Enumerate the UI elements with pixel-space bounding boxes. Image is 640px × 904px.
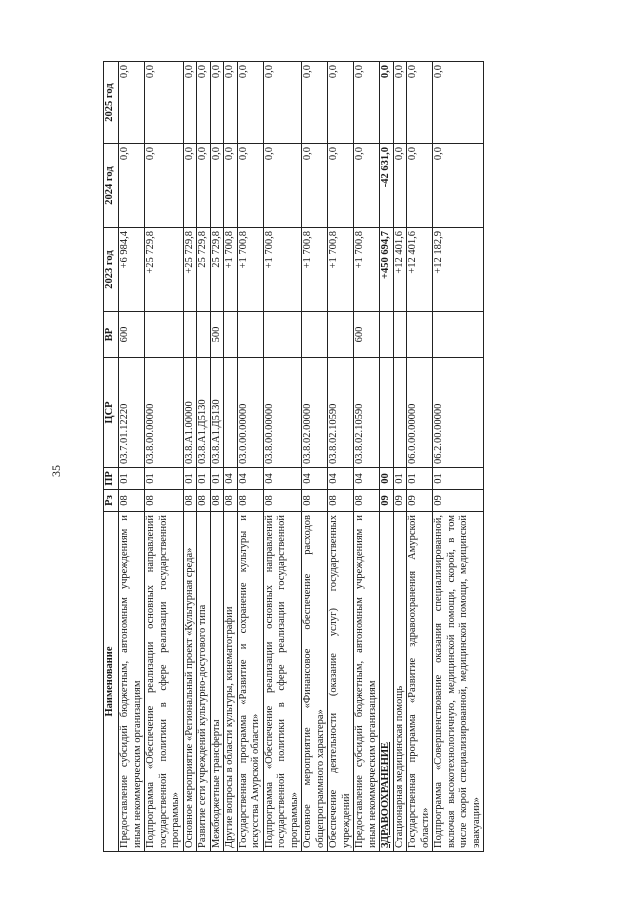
header-name: Наименование: [104, 512, 119, 852]
landscape-table-frame: [103, 62, 533, 852]
table-row: [433, 62, 484, 852]
table-row: [302, 62, 328, 852]
cell-rz: 08: [210, 490, 224, 512]
cell-vr: [328, 312, 354, 358]
cell-csr: 03.8.А1.Д5130: [197, 358, 211, 468]
cell-vr: 600: [354, 312, 380, 358]
cell-pr: 00: [380, 468, 394, 490]
cell-vr: [302, 312, 328, 358]
cell-y2023: +12 401,6: [393, 228, 407, 312]
cell-y2024: 0,0: [119, 144, 145, 228]
cell-y2025: 0,0: [328, 62, 354, 144]
table-row: [210, 62, 224, 852]
cell-y2023: 25 729,8: [197, 228, 211, 312]
cell-y2024: 0,0: [210, 144, 224, 228]
cell-csr: [380, 358, 394, 468]
cell-rz: 09: [393, 490, 407, 512]
table-row: [224, 62, 238, 852]
header-vr: ВР: [104, 312, 119, 358]
cell-pr: 01: [119, 468, 145, 490]
cell-y2025: 0,0: [433, 62, 484, 144]
table-row: [183, 62, 197, 852]
cell-pr: 04: [328, 468, 354, 490]
cell-y2024: 0,0: [263, 144, 302, 228]
cell-y2025: 0,0: [197, 62, 211, 144]
table-row: [237, 62, 263, 852]
table-row: [380, 62, 394, 852]
rotated-table-area: [103, 62, 533, 852]
table-row: [263, 62, 302, 852]
cell-csr: [224, 358, 238, 468]
cell-name: Подпрограмма «Обеспечение реализации основных направлений государственной политики в сфере реализации государственной программы»: [263, 512, 302, 852]
cell-y2023: +1 700,8: [237, 228, 263, 312]
cell-name: ЗДРАВООХРАНЕНИЕ: [380, 512, 394, 852]
cell-name: Предоставление субсидий бюджетным, автономным учреждениям и иным некоммерческим организациям: [119, 512, 145, 852]
cell-csr: [393, 358, 407, 468]
page-number: 35: [49, 465, 63, 477]
cell-name: Стационарная медицинская помощь: [393, 512, 407, 852]
cell-pr: 01: [183, 468, 197, 490]
cell-csr: 03.8.А1.Д5130: [210, 358, 224, 468]
cell-csr: 03.8.02.10590: [354, 358, 380, 468]
cell-pr: 01: [393, 468, 407, 490]
cell-rz: 08: [224, 490, 238, 512]
cell-rz: 09: [433, 490, 484, 512]
table-header-row: [104, 62, 119, 852]
cell-y2023: +12 401,6: [407, 228, 433, 312]
header-rz: Рз: [104, 490, 119, 512]
header-pr: ПР: [104, 468, 119, 490]
cell-y2023: +450 694,7: [380, 228, 394, 312]
cell-rz: 08: [237, 490, 263, 512]
cell-rz: 08: [145, 490, 184, 512]
cell-y2025: 0,0: [393, 62, 407, 144]
cell-y2024: -42 631,0: [380, 144, 394, 228]
cell-rz: 08: [197, 490, 211, 512]
cell-y2023: +1 700,8: [354, 228, 380, 312]
cell-csr: 03.8.00.00000: [145, 358, 184, 468]
header-2023: 2023 год: [104, 228, 119, 312]
cell-y2024: 0,0: [393, 144, 407, 228]
cell-rz: 08: [328, 490, 354, 512]
cell-pr: 01: [433, 468, 484, 490]
cell-y2025: 0,0: [224, 62, 238, 144]
cell-vr: [145, 312, 184, 358]
cell-rz: 09: [380, 490, 394, 512]
cell-vr: [393, 312, 407, 358]
cell-y2025: 0,0: [119, 62, 145, 144]
cell-name: Подпрограмма «Совершенствование оказания специализированной, включая высокотехнологичную, медицинской помощи, скорой, в том числе скорой специализированной, медицинской помощи, медицинской эвакуации»: [433, 512, 484, 852]
cell-y2025: 0,0: [407, 62, 433, 144]
cell-y2025: 0,0: [145, 62, 184, 144]
table-row: [407, 62, 433, 852]
cell-y2023: +25 729,8: [145, 228, 184, 312]
cell-pr: 04: [263, 468, 302, 490]
header-2024: 2024 год: [104, 144, 119, 228]
cell-name: Государственная программа «Развитие здравоохранения Амурской области»: [407, 512, 433, 852]
cell-y2023: +12 182,9: [433, 228, 484, 312]
cell-vr: [197, 312, 211, 358]
cell-y2024: 0,0: [183, 144, 197, 228]
cell-csr: 03.7.01.12220: [119, 358, 145, 468]
cell-y2023: +1 700,8: [224, 228, 238, 312]
table-row: [119, 62, 145, 852]
cell-y2025: 0,0: [237, 62, 263, 144]
header-csr: ЦСР: [104, 358, 119, 468]
cell-y2023: 25 729,8: [210, 228, 224, 312]
cell-y2024: 0,0: [433, 144, 484, 228]
cell-name: Государственная программа «Развитие и сохранение культуры и искусства Амурской области»: [237, 512, 263, 852]
cell-y2025: 0,0: [263, 62, 302, 144]
cell-pr: 04: [237, 468, 263, 490]
cell-y2023: +1 700,8: [328, 228, 354, 312]
cell-y2024: 0,0: [197, 144, 211, 228]
cell-pr: 01: [197, 468, 211, 490]
cell-rz: 08: [183, 490, 197, 512]
cell-y2024: 0,0: [354, 144, 380, 228]
cell-rz: 09: [407, 490, 433, 512]
cell-csr: 03.8.А1.00000: [183, 358, 197, 468]
cell-y2024: 0,0: [302, 144, 328, 228]
cell-y2024: 0,0: [328, 144, 354, 228]
cell-csr: 03.8.00.00000: [263, 358, 302, 468]
cell-y2024: 0,0: [407, 144, 433, 228]
cell-vr: [263, 312, 302, 358]
cell-y2024: 0,0: [224, 144, 238, 228]
table-row: [145, 62, 184, 852]
cell-y2025: 0,0: [183, 62, 197, 144]
cell-vr: [183, 312, 197, 358]
cell-pr: 04: [354, 468, 380, 490]
cell-csr: 03.8.02.00000: [302, 358, 328, 468]
cell-name: Предоставление субсидий бюджетным, автономным учреждениям и иным некоммерческим организациям: [354, 512, 380, 852]
cell-vr: [433, 312, 484, 358]
cell-pr: 01: [407, 468, 433, 490]
cell-y2024: 0,0: [145, 144, 184, 228]
budget-table: [103, 61, 484, 852]
cell-vr: [407, 312, 433, 358]
table-row: [393, 62, 407, 852]
cell-y2023: +6 984,4: [119, 228, 145, 312]
cell-vr: [224, 312, 238, 358]
header-2025: 2025 год: [104, 62, 119, 144]
cell-y2025: 0,0: [380, 62, 394, 144]
cell-name: Основное мероприятие «Региональный проект «Культурная среда»: [183, 512, 197, 852]
cell-csr: 06.0.00.00000: [407, 358, 433, 468]
cell-pr: 01: [145, 468, 184, 490]
table-row: [354, 62, 380, 852]
table-row: [197, 62, 211, 852]
cell-name: Другие вопросы в области культуры, кинематографии: [224, 512, 238, 852]
cell-pr: 01: [210, 468, 224, 490]
cell-name: Развитие сети учреждений культурно-досугового типа: [197, 512, 211, 852]
cell-name: Основное мероприятие «Финансовое обеспечение расходов общепрограммного характера»: [302, 512, 328, 852]
cell-name: Подпрограмма «Обеспечение реализации основных направлений государственной политики в сфере реализации государственной программы»: [145, 512, 184, 852]
cell-y2024: 0,0: [237, 144, 263, 228]
cell-pr: 04: [302, 468, 328, 490]
cell-name: Обеспечение деятельности (оказание услуг) государственных учреждений: [328, 512, 354, 852]
cell-vr: 500: [210, 312, 224, 358]
cell-rz: 08: [302, 490, 328, 512]
cell-vr: [380, 312, 394, 358]
cell-rz: 08: [119, 490, 145, 512]
cell-vr: 600: [119, 312, 145, 358]
cell-y2023: +1 700,8: [302, 228, 328, 312]
cell-name: Межбюджетные трансферты: [210, 512, 224, 852]
cell-vr: [237, 312, 263, 358]
cell-rz: 08: [263, 490, 302, 512]
cell-csr: 03.8.02.10590: [328, 358, 354, 468]
cell-y2023: +1 700,8: [263, 228, 302, 312]
cell-y2025: 0,0: [354, 62, 380, 144]
cell-y2023: +25 729,8: [183, 228, 197, 312]
table-row: [328, 62, 354, 852]
cell-csr: 03.0.00.00000: [237, 358, 263, 468]
cell-y2025: 0,0: [210, 62, 224, 144]
cell-csr: 06.2.00.00000: [433, 358, 484, 468]
cell-rz: 08: [354, 490, 380, 512]
cell-pr: 04: [224, 468, 238, 490]
cell-y2025: 0,0: [302, 62, 328, 144]
table-body: [119, 62, 484, 852]
